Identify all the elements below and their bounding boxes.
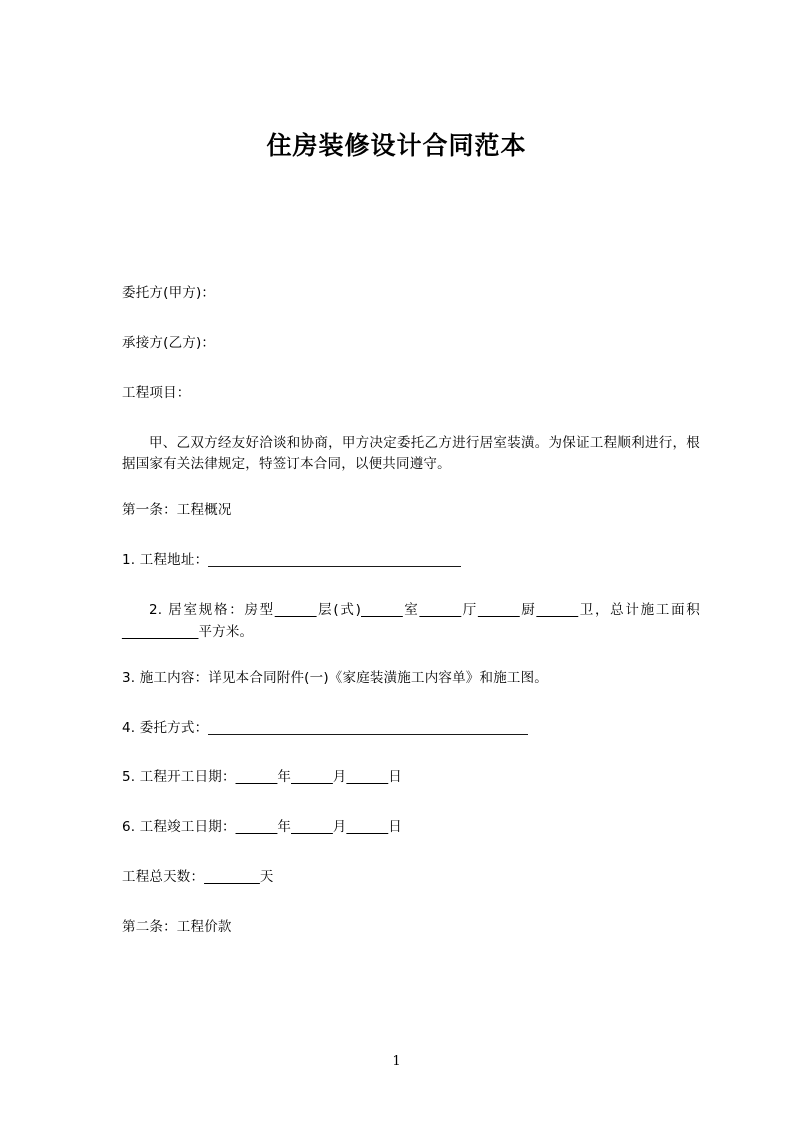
room-spec-blank-bedroom[interactable]: ______	[361, 602, 403, 619]
completion-date-blank-year[interactable]: ______	[235, 819, 278, 836]
room-spec-blank-bath[interactable]: ______	[536, 602, 579, 619]
contractor-party-label: 承接方(乙方)：	[122, 334, 216, 351]
room-spec-middle-text: ，总计施工面积	[594, 602, 701, 619]
start-date-blank-month[interactable]: ______	[291, 769, 333, 786]
room-spec-unit-bedroom: 室	[402, 602, 420, 619]
article-two-heading: 第二条：工程价款	[122, 919, 232, 936]
total-days-unit: 天	[259, 869, 274, 886]
commission-mode-blank[interactable]	[208, 720, 528, 735]
start-date-label: 5. 工程开工日期：	[122, 769, 236, 786]
start-date-blank-day[interactable]: ______	[346, 769, 389, 786]
room-spec-blank-floor[interactable]: ______	[274, 602, 317, 619]
page-number: 1	[392, 1054, 401, 1069]
start-date-unit-year: 年	[277, 769, 292, 786]
project-address-blank[interactable]	[208, 553, 461, 568]
total-days-label: 工程总天数：	[122, 869, 205, 886]
document-body	[122, 283, 700, 967]
room-spec-prefix: 2. 居室规格：房型	[149, 602, 275, 619]
completion-date-line	[122, 817, 700, 839]
completion-date-unit-month: 月	[332, 819, 347, 836]
room-spec-unit-living: 厅	[461, 602, 478, 619]
article-one-heading: 第一条：工程概况	[122, 502, 232, 519]
project-address-label: 1. 工程地址：	[122, 552, 209, 569]
total-days-line	[122, 867, 700, 889]
project-line	[122, 383, 700, 405]
project-address-line	[122, 550, 700, 572]
room-spec-suffix: 平方米。	[198, 623, 254, 640]
completion-date-label: 6. 工程竣工日期：	[122, 819, 236, 836]
room-spec-unit-bath: 卫	[578, 602, 595, 619]
page-title: 住房装修设计合同范本	[266, 131, 527, 160]
commission-mode-line	[122, 718, 700, 740]
completion-date-unit-day: 日	[388, 819, 402, 836]
start-date-blank-year[interactable]: ______	[235, 769, 278, 786]
start-date-unit-day: 日	[388, 769, 402, 786]
completion-date-blank-day[interactable]: ______	[346, 819, 389, 836]
client-party-label: 委托方(甲方)：	[122, 285, 216, 301]
article-one-heading-line	[122, 500, 700, 522]
construction-content-text: 3. 施工内容：详见本合同附件(一)《家庭装潢施工内容单》和施工图。	[122, 669, 549, 686]
start-date-line	[122, 767, 700, 789]
article-two-heading-line	[122, 917, 700, 939]
room-spec-blank-area[interactable]: ___________	[122, 623, 199, 640]
preamble-paragraph: 甲、乙双方经友好洽谈和协商，甲方决定委托乙方进行居室装潢。为保证工程顺利进行，根据国家有关法律规定，特签订本合同，以便共同遵守。	[122, 434, 700, 473]
room-spec-blank-living[interactable]: ______	[419, 602, 462, 619]
contractor-party-line	[122, 333, 700, 355]
room-spec-blank-kitchen[interactable]: ______	[478, 602, 520, 619]
room-spec-line	[122, 600, 700, 644]
start-date-unit-month: 月	[332, 769, 347, 786]
construction-content-line	[122, 668, 700, 690]
total-days-blank[interactable]: ________	[204, 869, 260, 886]
project-label: 工程项目：	[122, 384, 191, 401]
commission-mode-label: 4. 委托方式：	[122, 719, 209, 736]
client-party-line	[122, 283, 700, 305]
room-spec-unit-kitchen: 厨	[519, 602, 537, 619]
completion-date-unit-year: 年	[277, 819, 292, 836]
completion-date-blank-month[interactable]: ______	[291, 819, 333, 836]
room-spec-unit-floor: 层(式)	[316, 602, 362, 619]
